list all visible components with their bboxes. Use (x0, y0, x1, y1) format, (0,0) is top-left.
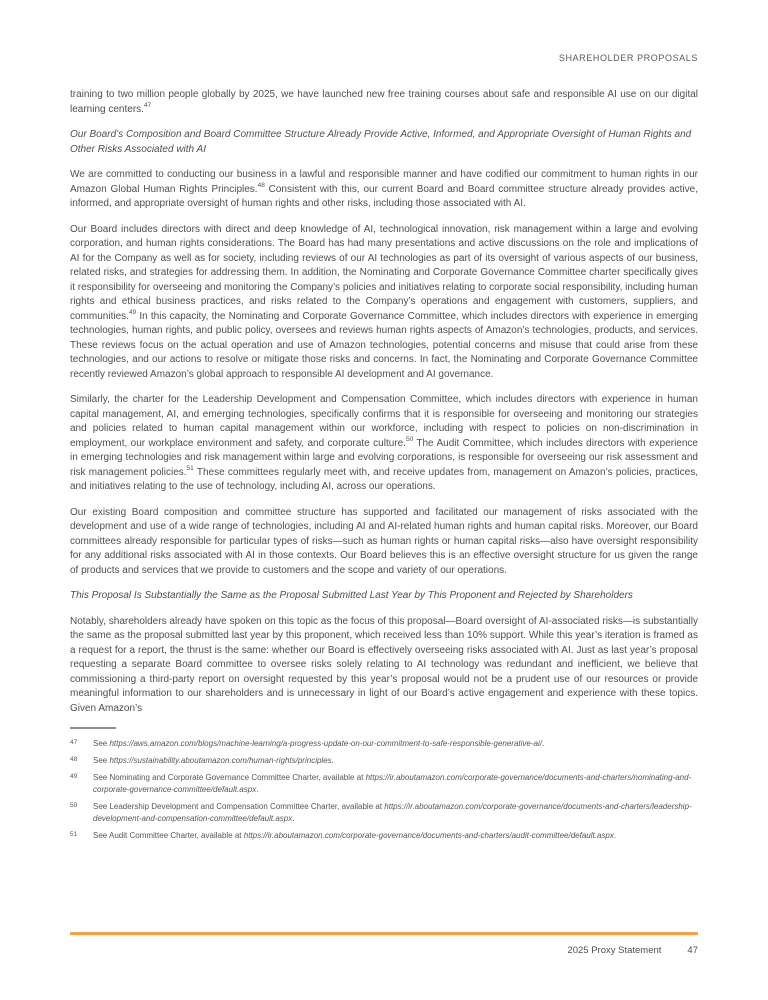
text-run: This Proposal Is Substantially the Same as the Proposal Submitted Last Year by This Proponent and Rejected by Shareholders (70, 590, 633, 601)
text-run: See Audit Committee Charter, available at (93, 831, 244, 840)
text-run: See (93, 739, 110, 748)
page-content (70, 88, 698, 847)
footnote-number: 50 (70, 802, 78, 809)
footnote-ref: 51 (186, 464, 194, 472)
text-run: . (613, 831, 617, 840)
text-run: The Audit Committee, which includes directors with experience in emerging technologies and risk management within large and evolving corporations, is responsible for overseeing our risk assessment and risk management policies. (70, 437, 698, 478)
text-run: In this capacity, the Nominating and Corporate Governance Committee, which includes directors with experience in emerging technologies, human rights, and public policy, oversees and reviews human rights aspects of Amazon’s technologies, products, and services. These reviews focus on the actual operation and use of Amazon technologies, potential concerns and misuse that could arise from these technologies, and our actions to resolve or mitigate those risks and concerns. In fact, the Nominating and Corporate Governance Committee recently reviewed Amazon’s global approach to responsible AI development and AI governance. (70, 310, 698, 380)
footnote-ref: 48 (257, 181, 265, 189)
text-run: . (331, 756, 334, 765)
footnote-text (93, 801, 698, 825)
url-text: https://ir.aboutamazon.com/corporate-governance/documents-and-charters/leadership-development-and-compensation-committee/default.aspx (93, 802, 692, 823)
content-blocks (70, 88, 698, 716)
text-run: . (541, 739, 545, 748)
paragraph (70, 615, 698, 717)
footnote-list (70, 738, 698, 842)
footnote-text (93, 755, 698, 767)
footer-page-number: 47 (687, 945, 698, 956)
text-run: See Nominating and Corporate Governance Committee Charter, available at (93, 773, 366, 782)
text-run: . (256, 785, 259, 794)
section-subheading (70, 128, 698, 157)
url-text: https://ir.aboutamazon.com/corporate-governance/documents-and-charters/audit-committee/default.aspx (243, 831, 614, 840)
paragraph (70, 223, 698, 383)
footnote-number: 47 (70, 739, 78, 746)
footnote-separator (70, 727, 116, 729)
text-run: . (292, 814, 295, 823)
footer-accent-rule (70, 932, 698, 935)
footnote-item (70, 772, 698, 796)
footnote-text (93, 738, 698, 750)
paragraph (70, 168, 698, 212)
footnote-item (70, 801, 698, 825)
url-text: https://aws.amazon.com/blogs/machine-learning/a-progress-update-on-our-commitment-to-safe-responsible-generative-ai/ (109, 739, 542, 748)
text-run: These committees regularly meet with, and receive updates from, management on Amazon’s policies, practices, and initiatives relating to the use of technology, including AI, across our operations. (70, 466, 698, 492)
text-run: See Leadership Development and Compensation Committee Charter, available at (93, 802, 385, 811)
footnote-number: 49 (70, 773, 78, 780)
footnote-item (70, 830, 698, 842)
page-header-label: SHAREHOLDER PROPOSALS (558, 53, 698, 63)
text-run: Our Board’s Composition and Board Committee Structure Already Provide Active, Informed, and Appropriate Oversight of Human Rights and Other Risks Associated with AI (70, 129, 692, 155)
paragraph (70, 506, 698, 579)
text-run: training to two million people globally by 2025, we have launched new free training courses about safe and responsible AI use on our digital learning centers. (70, 89, 698, 115)
footnote-text (93, 830, 698, 842)
text-run: Consistent with this, our current Board and Board committee structure already provides active, informed, and appropriate oversight of human rights and other risks, including those associated with AI. (70, 183, 699, 209)
footnote-ref: 49 (128, 308, 137, 316)
url-text: https://sustainability.aboutamazon.com/human-rights/principles (109, 756, 332, 765)
paragraph (70, 88, 698, 117)
footnote-text (93, 772, 698, 796)
footer-label: 2025 Proxy Statement (567, 945, 662, 956)
footnotes-section (70, 727, 698, 842)
footnote-ref: 47 (143, 101, 152, 109)
text-run: Our Board includes directors with direct and deep knowledge of AI, technological innovation, risk management within a large and evolving corporation, and human rights considerations. The Board has had many presentations and active discussions on the role and implications of AI for the Company as well as for society, including reviews of our AI technologies as part of its oversight of various aspects of our business, related risks, and strategies for addressing them. In addition, the Nominating and Corporate Governance Committee charter specifically gives it responsibility for overseeing and monitoring the Company’s policies and initiatives relating to corporate social responsibility, including human rights and ethical business practices, and risks related to the Company’s operations and engagement with customers, suppliers, and communities. (70, 223, 698, 322)
paragraph (70, 393, 698, 495)
section-subheading (70, 589, 698, 604)
page-footer (567, 945, 698, 956)
text-run: See (93, 756, 110, 765)
text-run: Similarly, the charter for the Leadership Development and Compensation Committee, which includes directors with experience in human capital management, AI, and emerging technologies, specifically confirms that it is responsible for overseeing and monitoring our strategies and policies related to human capital management within our workforce, including with respect to policies on non-discrimination in employment, our workplace environment and safety, and corporate culture. (70, 394, 698, 449)
text-run: We are committed to conducting our business in a lawful and responsible manner and have codified our commitment to human rights in our Amazon Global Human Rights Principles. (70, 169, 698, 195)
footnote-item (70, 738, 698, 750)
url-text: https://ir.aboutamazon.com/corporate-governance/documents-and-charters/nominating-and-corporate-governance-committee/default.aspx (93, 773, 692, 794)
footnote-number: 48 (70, 756, 78, 763)
text-run: Notably, shareholders already have spoken on this topic as the focus of this proposal—Board oversight of AI-associated risks—is substantially the same as the proposal submitted last year by this proponent, which received less than 10% support. While this year’s iteration is framed as a request for a report, the thrust is the same: whether our Board is effectively overseeing risks associated with AI. Just as last year’s proposal requesting a separate Board committee to oversee risks solely relating to AI technology was redundant and inefficient, we believe that commissioning a third-party report on oversight requested by this year’s proposal would not be a prudent use of our resources or provide meaningful information to our shareholders and is unnecessary in light of our Board’s active engagement and experience with these topics. Given Amazon’s (70, 615, 698, 714)
footnote-ref: 50 (405, 435, 414, 443)
text-run: Our existing Board composition and committee structure has supported and facilitated our management of risks associated with the development and use of a wide range of technologies, including AI and AI-related human rights and human capital risks. Moreover, our Board committees already responsible for particular types of risks—such as human rights or human capital risks—also have oversight responsibility for any additional risks associated with AI in those contexts. Our Board believes this is an effective oversight structure for us given the range of products and services that we provide to customers and the scope and variety of our operations. (70, 506, 698, 576)
footnote-item (70, 755, 698, 767)
footnote-number: 51 (70, 831, 78, 838)
